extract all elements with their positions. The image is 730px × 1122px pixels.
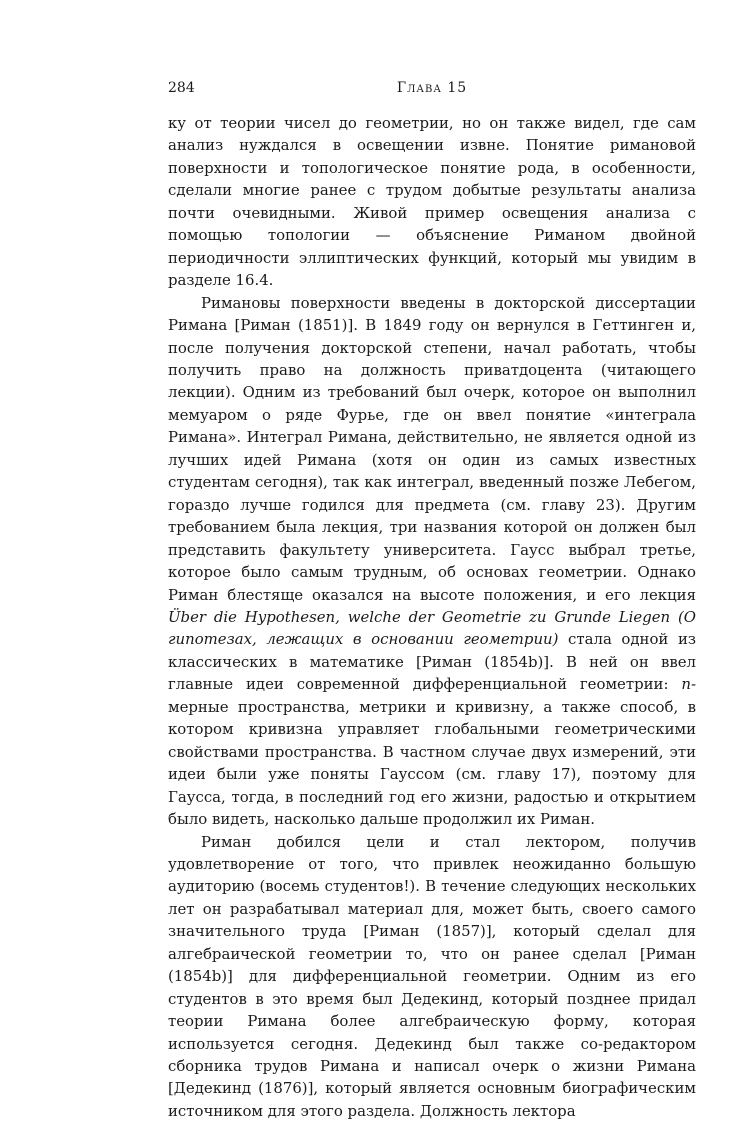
text-run: Римановы поверхности введены в докторской диссертации Римана [Риман (1851)]. В 1849 году он вернулся в Геттинген и, после получения докторской степени, начал работать, чтобы получить право на должность приватдоцента (читающего лекции). Одним из требований был очерк, которое он выполнил мемуаром о ряде Фурье, где он ввел понятие «интеграла Римана». Интеграл Римана, действительно, не является одной из лучших идей Римана (хотя он один из самых известных студентам сегодня), так как интеграл, введенный позже Лебегом, гораздо лучше годился для предмета (см. главу 23). Другим требованием была лекция, три названия которой он должен был представить факультету университета. Гаусс выбрал третье, которое было самым трудным, об основах геометрии. Однако Риман блестяще оказался на высоте положения, и его лекция [168,294,696,604]
paragraph [168,112,696,292]
italic-variable: n [681,675,691,693]
paragraph [168,292,696,831]
italic-lecture-title: Über die Hypothesen, welche der Geometrie zu Grunde Liegen (О гипотезах, лежащих в основании геометрии) [168,608,696,648]
running-head [168,78,696,104]
text-run: стала одной из классических в математике [Риман (1854b)]. В ней он ввел главные идеи современной дифференциальной геометрии: [168,630,696,693]
book-page [168,78,696,1122]
body-text [168,112,696,1122]
page-number: 284 [168,78,195,98]
text-run: -мерные пространства, метрики и кривизну, а также способ, в котором кривизна управляет глобальными геометрическими свойствами пространства. В частном случае двух измерений, эти идеи были уже поняты Гауссом (см. главу 17), поэтому для Гаусса, тогда, в последний год его жизни, радостью и открытием было видеть, насколько дальше продолжил их Риман. [168,675,696,828]
text-run: Риман добился цели и стал лектором, получив удовлетворение от того, что привлек неожиданно большую аудиторию (восемь студентов!). В течение следующих нескольких лет он разрабатывал материал для, может быть, своего самого значительного труда [Риман (1857)], который сделал для алгебраической геометрии то, что он ранее сделал [Риман (1854b)] для дифференциальной геометрии. Одним из его студентов в это время был Дедекинд, который позднее придал теории Римана более алгебраическую форму, которая используется сегодня. Дедекинд был также со-редактором сборника трудов Римана и написал очерк о жизни Римана [Дедекинд (1876)], который является основным биографическим источником для этого раздела. Должность лектора [168,833,696,1120]
paragraph [168,831,696,1122]
chapter-title: Глава 15 [168,78,696,98]
text-run: ку от теории чисел до геометрии, но он также видел, где сам анализ нуждался в освещении извне. Понятие римановой поверхности и топологическое понятие рода, в особенности, сделали многие ранее с трудом добытые результаты анализа почти очевидными. Живой пример освещения анализа с помощью топологии — объяснение Риманом двойной периодичности эллиптических функций, который мы увидим в разделе 16.4. [168,114,696,289]
